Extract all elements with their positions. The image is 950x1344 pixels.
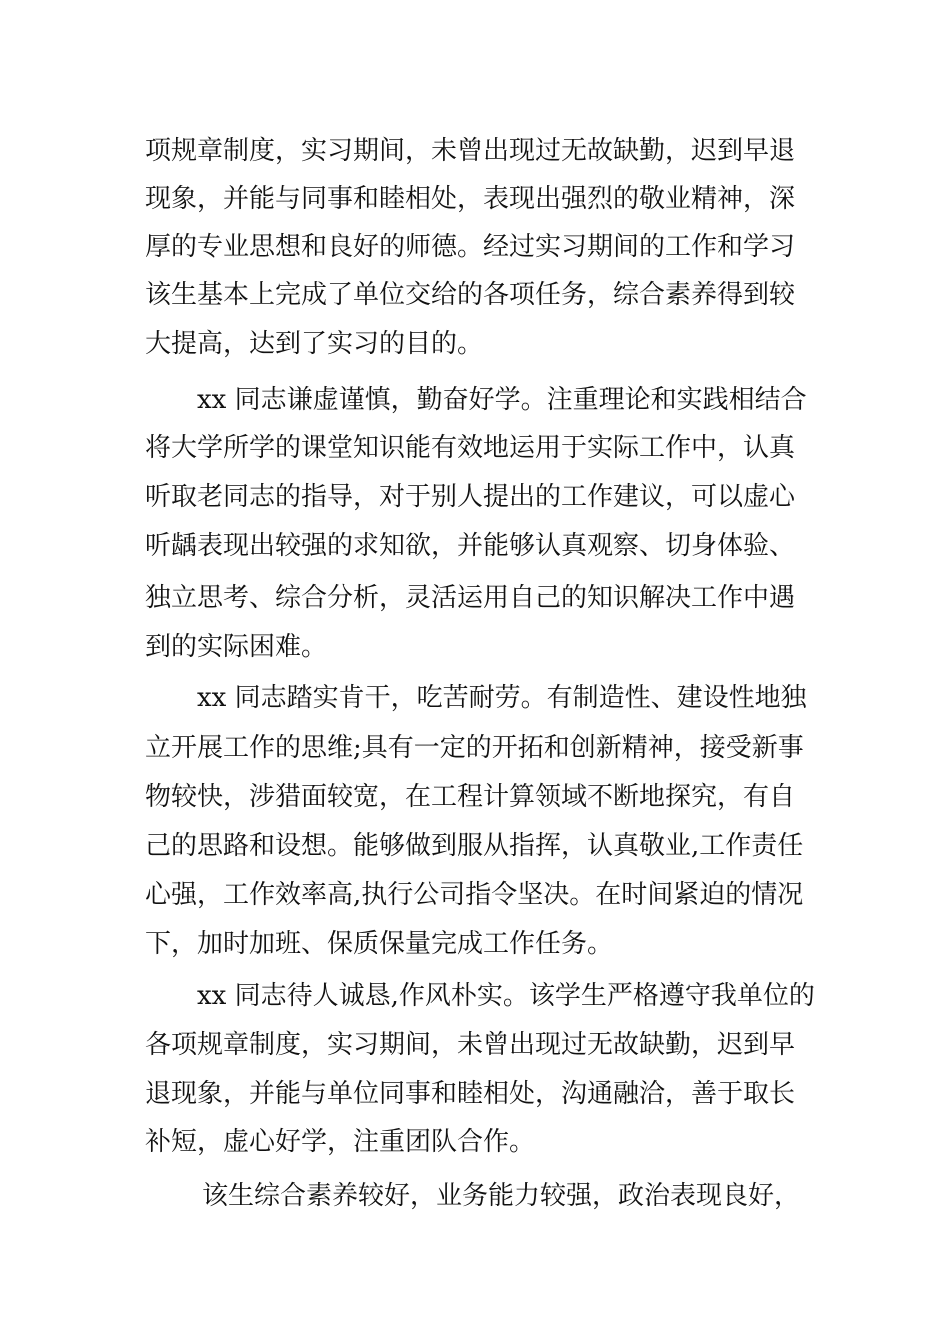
text-line: 立开展工作的思维;具有一定的开拓和创新精神，接受新事 bbox=[145, 733, 804, 763]
text-line: 各项规章制度，实习期间，未曾出现过无故缺勤，迟到早 bbox=[145, 1030, 796, 1060]
text-line: 该生基本上完成了单位交给的各项任务，综合素养得到较 bbox=[145, 280, 796, 310]
text-line: 补短，虚心好学，注重团队合作。 bbox=[145, 1127, 536, 1157]
paragraph-first-line: xx 同志谦虚谨慎，勤奋好学。注重理论和实践相结合 bbox=[197, 385, 807, 415]
text-line: 退现象，并能与单位同事和睦相处，沟通融洽，善于取长 bbox=[145, 1079, 796, 1109]
text-line: 大提高，达到了实习的目的。 bbox=[145, 329, 484, 359]
text-line: 心强，工作效率高,执行公司指令坚决。在时间紧迫的情况 bbox=[145, 880, 804, 910]
paragraph-first-line: xx 同志待人诚恳,作风朴实。该学生严格遵守我单位的 bbox=[197, 981, 815, 1011]
text-line: 物较快，涉猎面较宽，在工程计算领域不断地探究，有自 bbox=[145, 782, 796, 812]
text-line: 现象，并能与同事和睦相处，表现出强烈的敬业精神，深 bbox=[145, 184, 796, 214]
text-line: 厚的专业思想和良好的师德。经过实习期间的工作和学习 bbox=[145, 232, 796, 262]
paragraph-first-line: 该生综合素养较好，业务能力较强，政治表现良好， bbox=[202, 1181, 801, 1211]
text-line: 听龋表现出较强的求知欲，并能够认真观察、切身体验、 bbox=[145, 531, 796, 561]
text-line: 项规章制度，实习期间，未曾出现过无故缺勤，迟到早退 bbox=[145, 136, 796, 166]
text-line: 独立思考、综合分析，灵活运用自己的知识解决工作中遇 bbox=[145, 583, 796, 613]
text-line: 己的思路和设想。能够做到服从指挥，认真敬业,工作责任 bbox=[145, 831, 804, 861]
paragraph-first-line: xx 同志踏实肯干，吃苦耐劳。有制造性、建设性地独 bbox=[197, 683, 807, 713]
text-line: 听取老同志的指导，对于别人提出的工作建议，可以虚心 bbox=[145, 482, 796, 512]
text-line: 到的实际困难。 bbox=[145, 632, 328, 662]
text-line: 下，加时加班、保质保量完成工作任务。 bbox=[145, 929, 614, 959]
text-line: 将大学所学的课堂知识能有效地运用于实际工作中，认真 bbox=[145, 433, 796, 463]
